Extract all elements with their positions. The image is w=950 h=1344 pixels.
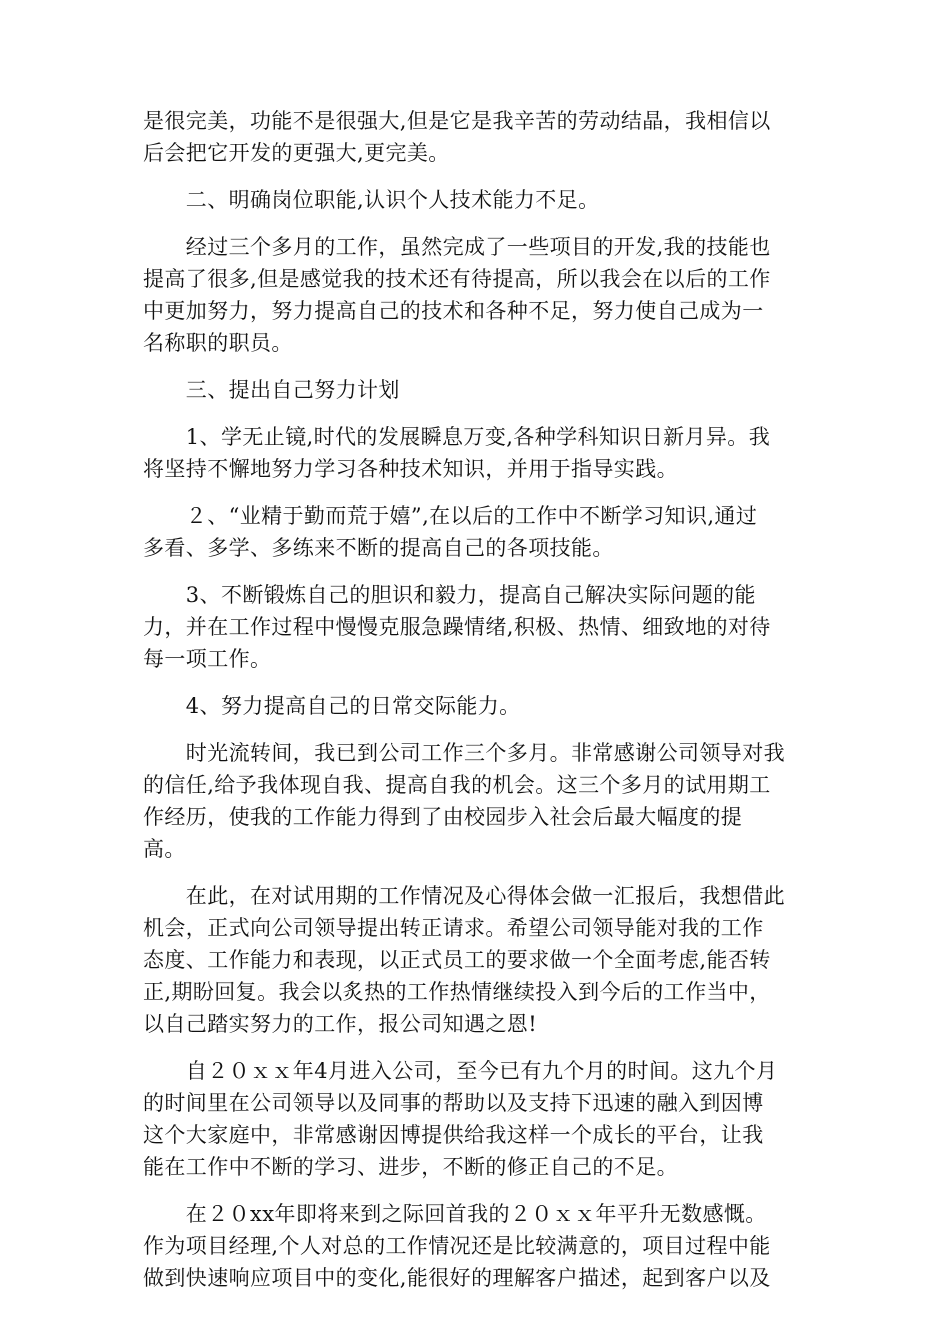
- paragraph-3: 经过三个多月的工作，虽然完成了一些项目的开发,我的技能也 提高了很多,但是感觉我的技术还有待提高，所以我会在以后的工作 中更加努力，努力提高自己的技术和各种不足，努力使自己成为一 名称职的职员。: [143, 235, 771, 355]
- plan-item-1: 1、学无止镜,时代的发展瞬息万变,各种学科知识日新月异。我 将坚持不懈地努力学习各种技术知识，并用于指导实践。: [143, 425, 771, 481]
- paragraph-10: 在此，在对试用期的工作情况及心得体会做一汇报后，我想借此 机会，正式向公司领导提出转正请求。希望公司领导能对我的工作 态度、工作能力和表现，以正式员工的要求做一个全面考虑,能否转 正,期盼回复。我会以炙热的工作热情继续投入到今后的工作当中， 以自己踏实努力的工作，报公司知遇之恩!: [143, 884, 785, 1036]
- paragraph-1: 是很完美，功能不是很强大,但是它是我辛苦的劳动结晶，我相信以 后会把它开发的更强大,更完美。: [143, 109, 771, 165]
- section-heading-2: 二、明确岗位职能,认识个人技术能力不足。: [143, 188, 600, 212]
- plan-item-4: 4、努力提高自己的日常交际能力。: [143, 694, 521, 718]
- paragraph-11: 自２０ｘｘ年4月进入公司，至今已有九个月的时间。这九个月 的时间里在公司领导以及同事的帮助以及支持下迅速的融入到因博 这个大家庭中，非常感谢因博提供给我这样一个成长的平台，让我 能在工作中不断的学习、进步，不断的修正自己的不足。: [143, 1059, 778, 1179]
- plan-item-3: 3、不断锻炼自己的胆识和毅力，提高自己解决实际问题的能 力，并在工作过程中慢慢克服急躁情绪,积极、热情、细致地的对待 每一项工作。: [143, 583, 771, 671]
- document-body: [143, 105, 805, 1309]
- section-heading-3: 三、提出自己努力计划: [143, 378, 400, 402]
- paragraph-9: 时光流转间，我已到公司工作三个多月。非常感谢公司领导对我 的信任,给予我体现自我、提高自我的机会。这三个多月的试用期工 作经历，使我的工作能力得到了由校园步入社会后最大幅度的提 高。: [143, 741, 785, 861]
- paragraph-12: 在２０xx年即将来到之际回首我的２０ｘｘ年平升无数感慨。 作为项目经理,个人对总的工作情况还是比较满意的，项目过程中能 做到快速响应项目中的变化,能很好的理解客户描述，起到客户以及: [143, 1202, 771, 1290]
- plan-item-2: ２、“业精于勤而荒于嬉”,在以后的工作中不断学习知识,通过 多看、多学、多练来不断的提高自己的各项技能。: [143, 504, 758, 560]
